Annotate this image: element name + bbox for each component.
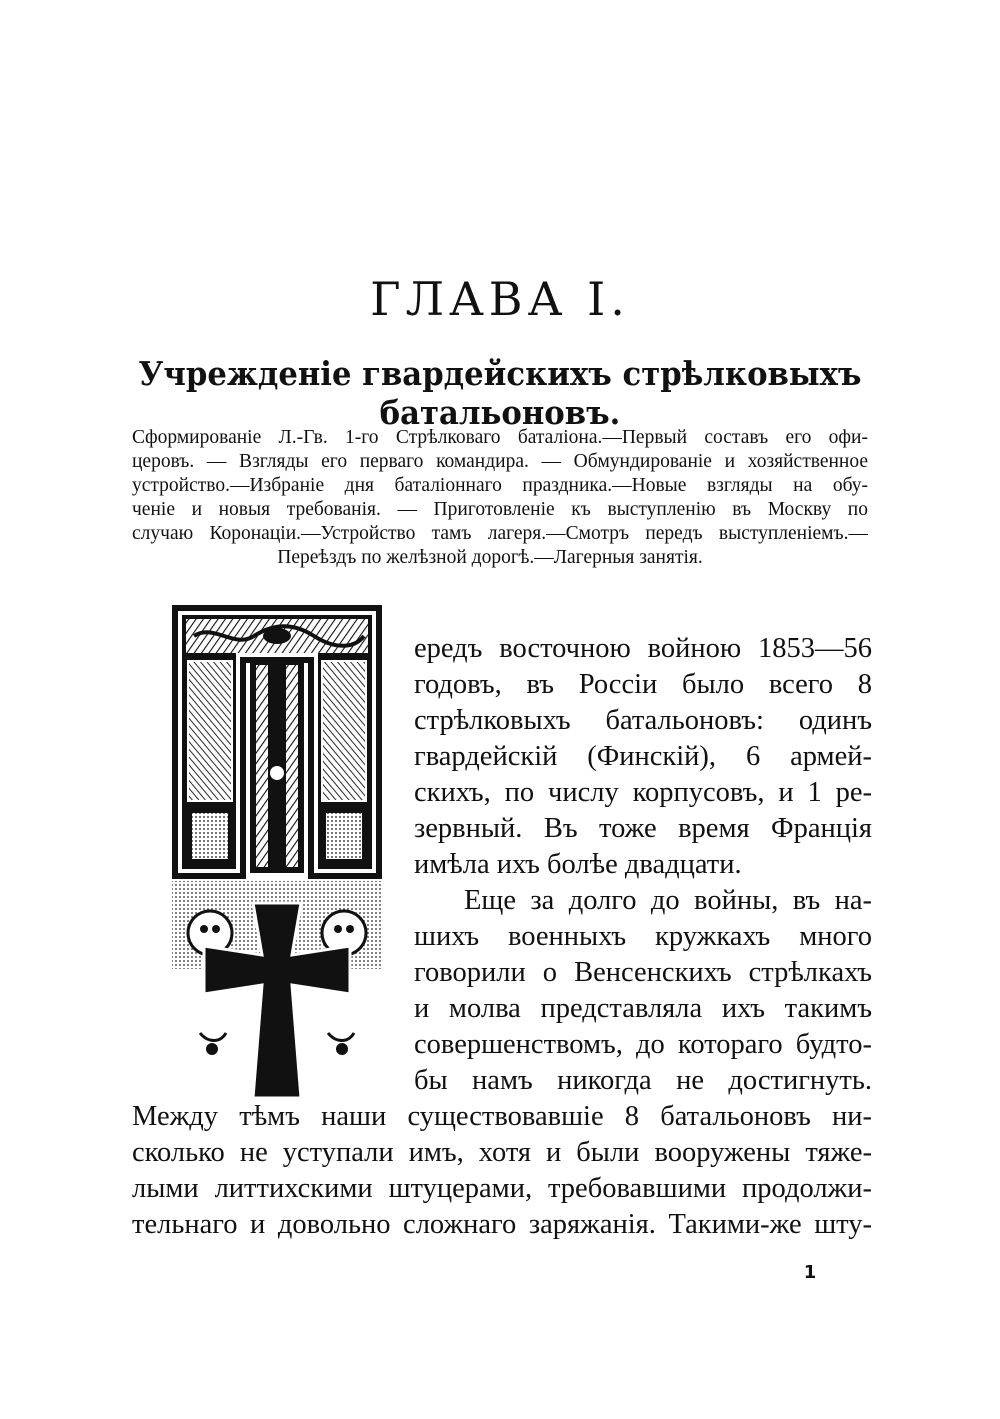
page-number: 1 bbox=[803, 1262, 817, 1283]
body-line: Между тѣмъ наши существовавшіе 8 батальоновъ ни- bbox=[132, 1101, 872, 1132]
body-line: бы намъ никогда не достигнуть. bbox=[414, 1065, 872, 1096]
body-text bbox=[132, 631, 872, 1243]
chapter-title: ГЛАВА I. bbox=[370, 272, 630, 326]
body-line: стрѣлковыхъ батальоновъ: одинъ bbox=[414, 705, 872, 736]
body-line: говорили о Венсенскихъ стрѣлкахъ bbox=[414, 957, 872, 988]
body-line: лыми литтихскими штуцерами, требовавшими продолжи- bbox=[132, 1173, 872, 1204]
body-line: тельнаго и довольно сложнаго заряжанія. Такими-же шту- bbox=[132, 1209, 872, 1240]
chapter-subtitle: Учрежденіе гвардейскихъ стрѣлковыхъ батальоновъ. bbox=[138, 354, 862, 432]
summary-line: церовъ. — Взгляды его перваго командира. — Обмундированіе и хозяйственное bbox=[132, 451, 868, 472]
body-line: имѣла ихъ болѣе двадцати. bbox=[414, 849, 742, 880]
summary-line: ченіе и новыя требованія. — Приготовленіе къ выступленію въ Москву по bbox=[132, 499, 868, 520]
body-line: сколько не уступали имъ, хотя и были вооружены тяже- bbox=[132, 1137, 872, 1168]
body-line: зервный. Въ тоже время Франція bbox=[414, 813, 872, 844]
summary-line: Переѣздъ по желѣзной дорогѣ.—Лагерныя занятія. bbox=[277, 547, 703, 568]
body-line: Еще за долго до войны, въ на- bbox=[464, 885, 872, 916]
body-line: и молва представляла ихъ такимъ bbox=[414, 993, 872, 1024]
body-line: скихъ, по числу корпусовъ, и 1 ре- bbox=[414, 777, 872, 808]
body-line: годовъ, въ Россіи было всего 8 bbox=[414, 669, 872, 700]
summary-line: случаю Коронаціи.—Устройство тамъ лагеря.—Смотръ передъ выступленіемъ.— bbox=[132, 523, 868, 544]
summary-line: устройство.—Избраніе дня баталіоннаго праздника.—Новые взгляды на обу- bbox=[132, 475, 868, 496]
chapter-summary bbox=[132, 426, 868, 570]
body-line: шихъ военныхъ кружкахъ много bbox=[414, 921, 872, 952]
summary-line: Сформированіе Л.-Гв. 1-го Стрѣлковаго баталіона.—Первый составъ его офи- bbox=[132, 427, 868, 448]
body-line: совершенствомъ, до котораго будто- bbox=[414, 1029, 872, 1060]
body-line: ередъ восточною войною 1853—56 bbox=[414, 633, 872, 664]
body-line: гвардейскій (Финскій), 6 армей- bbox=[414, 741, 872, 772]
